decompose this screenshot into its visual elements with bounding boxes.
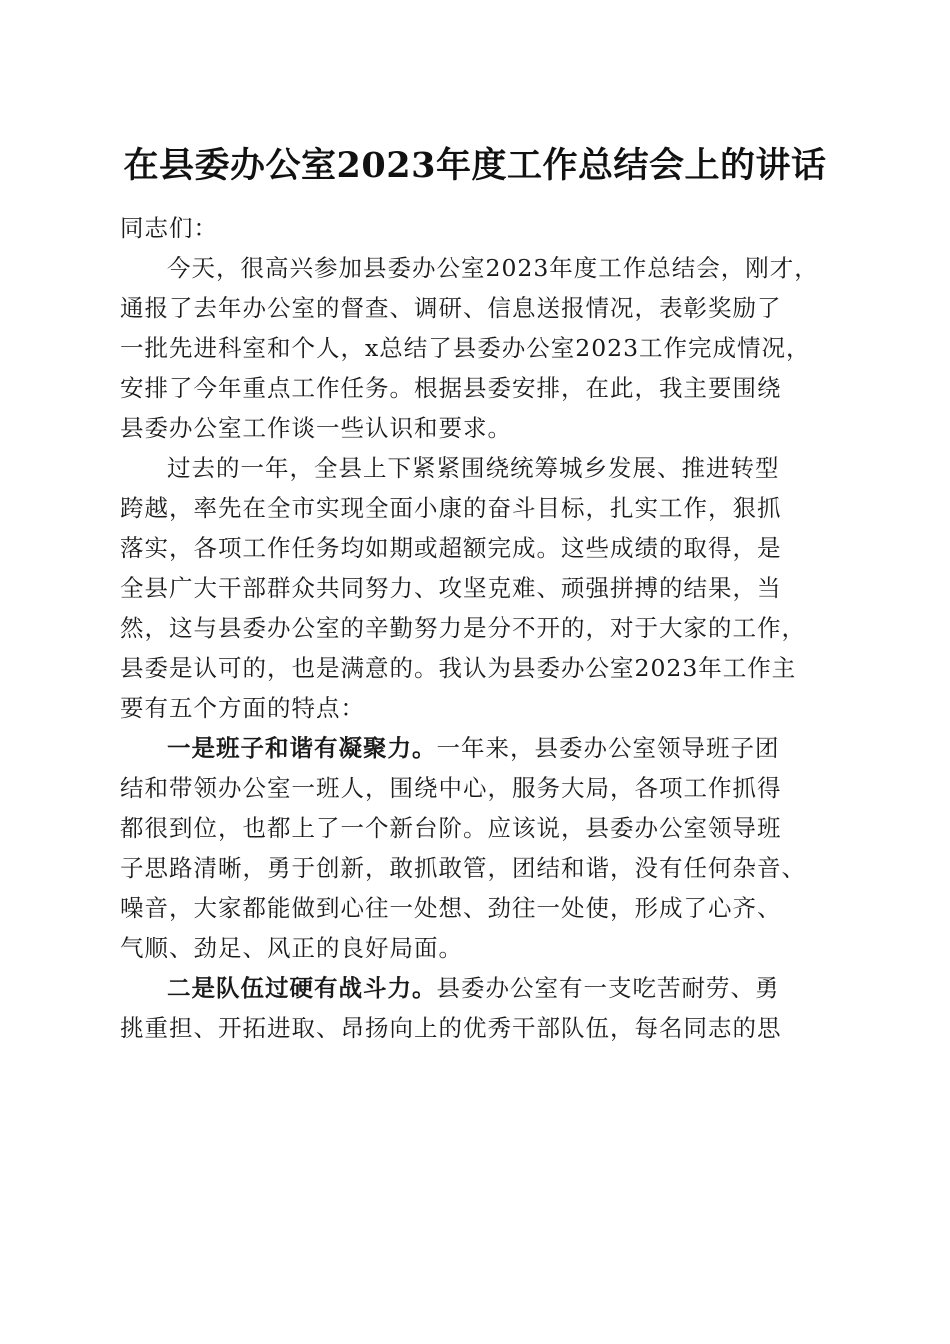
paragraph-line: 结和带领办公室一班人，围绕中心，服务大局，各项工作抓得 xyxy=(120,774,782,802)
paragraph-line: 安排了今年重点工作任务。根据县委安排，在此，我主要围绕 xyxy=(120,374,782,402)
paragraph-line: 通报了去年办公室的督查、调研、信息送报情况，表彰奖励了 xyxy=(120,294,782,322)
paragraph-line-text: 县委办公室有一支吃苦耐劳、勇 xyxy=(436,974,780,1002)
paragraph-lead: 二是队伍过硬有战斗力。 xyxy=(167,974,437,1002)
paragraph-line: 然，这与县委办公室的辛勤努力是分不开的，对于大家的工作， xyxy=(120,614,806,642)
paragraph-line: 县委办公室工作谈一些认识和要求。 xyxy=(120,414,512,442)
paragraph-line: 子思路清晰，勇于创新，敢抓敢管，团结和谐，没有任何杂音、 xyxy=(120,854,806,882)
paragraph-line: 要有五个方面的特点： xyxy=(120,694,365,722)
paragraph-2 xyxy=(120,448,832,728)
paragraph-line: 噪音，大家都能做到心往一处想、劲往一处使，形成了心齐、 xyxy=(120,894,782,922)
paragraph-line: 一批先进科室和个人，x总结了县委办公室2023工作完成情况， xyxy=(120,334,811,362)
paragraph-line: 县委是认可的，也是满意的。我认为县委办公室2023年工作主 xyxy=(120,654,797,682)
paragraph-line: 挑重担、开拓进取、昂扬向上的优秀干部队伍，每名同志的思 xyxy=(120,1014,782,1042)
paragraph-first-line xyxy=(120,968,832,1008)
paragraph-lead: 一是班子和谐有凝聚力。 xyxy=(167,734,437,762)
document-title: 在县委办公室2023年度工作总结会上的讲话 xyxy=(123,145,827,186)
paragraph-3 xyxy=(120,728,832,968)
paragraph-line-text: 一年来，县委办公室领导班子团 xyxy=(436,734,780,762)
paragraph-line: 气顺、劲足、风正的良好局面。 xyxy=(120,934,463,962)
paragraph-line: 过去的一年，全县上下紧紧围绕统筹城乡发展、推进转型 xyxy=(167,454,780,482)
paragraph-line: 今天，很高兴参加县委办公室2023年度工作总结会，刚才， xyxy=(167,254,819,282)
document-body xyxy=(120,208,832,1048)
paragraph-1 xyxy=(120,248,832,448)
salutation: 同志们： xyxy=(120,214,218,242)
paragraph-first-line xyxy=(120,728,832,768)
paragraph-line: 都很到位，也都上了一个新台阶。应该说，县委办公室领导班 xyxy=(120,814,782,842)
paragraph-line: 跨越，率先在全市实现全面小康的奋斗目标，扎实工作，狠抓 xyxy=(120,494,782,522)
paragraph-line: 全县广大干部群众共同努力、攻坚克难、顽强拼搏的结果，当 xyxy=(120,574,782,602)
paragraph-line: 落实，各项工作任务均如期或超额完成。这些成绩的取得，是 xyxy=(120,534,782,562)
paragraph-4 xyxy=(120,968,832,1048)
